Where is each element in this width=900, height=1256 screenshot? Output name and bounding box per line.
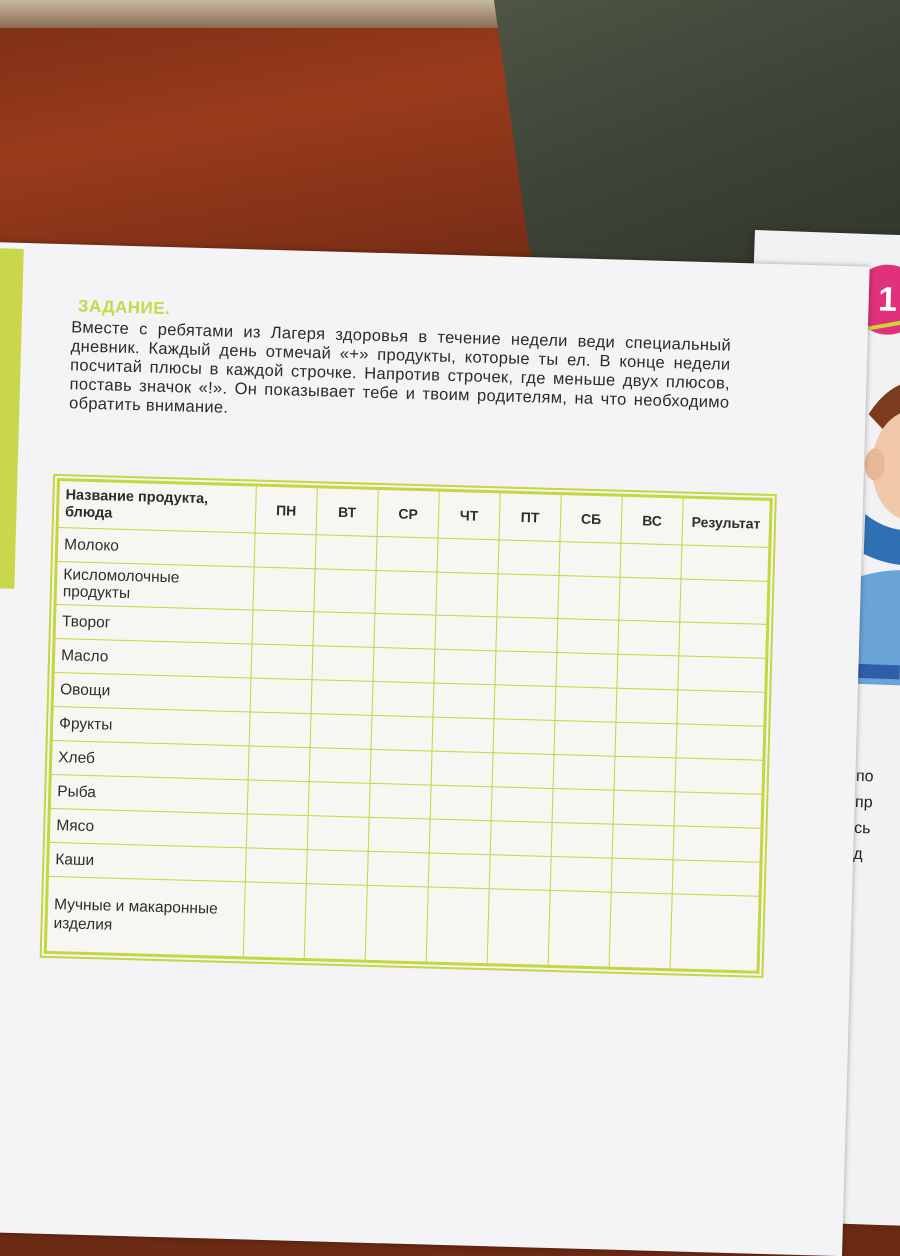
mark-cell[interactable] (306, 850, 368, 886)
mark-cell[interactable] (616, 688, 678, 724)
mark-cell[interactable] (313, 612, 375, 648)
mark-cell[interactable] (434, 649, 496, 685)
mark-cell[interactable] (551, 822, 613, 858)
mark-cell[interactable] (487, 889, 550, 967)
header-product: Название продукта, блюда (57, 480, 256, 534)
mark-cell[interactable] (243, 882, 306, 960)
mark-cell[interactable] (253, 567, 315, 612)
mark-cell[interactable] (250, 678, 312, 714)
row-label: Каши (47, 842, 246, 882)
mark-cell[interactable] (437, 538, 499, 574)
mark-cell[interactable] (554, 720, 616, 756)
mark-cell[interactable] (433, 683, 495, 719)
result-cell[interactable] (677, 690, 766, 726)
result-cell[interactable] (676, 724, 765, 760)
food-diary-table (44, 478, 773, 974)
mark-cell[interactable] (373, 647, 435, 683)
result-cell[interactable] (678, 656, 767, 692)
mark-cell[interactable] (374, 613, 436, 649)
mark-cell[interactable] (371, 715, 433, 751)
mark-cell[interactable] (553, 754, 615, 790)
mark-cell[interactable] (496, 617, 558, 653)
header-mon: ПН (255, 485, 317, 535)
header-result: Результат (682, 497, 771, 547)
mark-cell[interactable] (246, 814, 308, 850)
mark-cell[interactable] (372, 681, 434, 717)
result-cell[interactable] (674, 792, 763, 828)
mark-cell[interactable] (614, 756, 676, 792)
result-cell[interactable] (673, 826, 762, 862)
result-cell[interactable] (672, 860, 761, 896)
mark-cell[interactable] (370, 749, 432, 785)
result-cell[interactable] (681, 545, 770, 581)
mark-cell[interactable] (426, 887, 489, 965)
mark-cell[interactable] (376, 536, 438, 572)
side-fragment: по (855, 767, 874, 786)
row-label: Творог (54, 604, 253, 644)
mark-cell[interactable] (492, 753, 554, 789)
mark-cell[interactable] (311, 680, 373, 716)
mark-cell[interactable] (613, 790, 675, 826)
side-fragment: пр (854, 793, 873, 812)
side-fragment: д (852, 845, 863, 864)
row-label: Кисломолочные продукты (55, 561, 254, 610)
mark-cell[interactable] (559, 542, 621, 578)
mark-cell[interactable] (490, 821, 552, 857)
mark-cell[interactable] (251, 644, 313, 680)
mark-cell[interactable] (254, 533, 316, 569)
row-label: Молоко (56, 528, 255, 568)
row-label: Масло (53, 638, 252, 678)
task-text: Вместе с ребятами из Лагеря здоровья в течение недели веди специальный дневник. Каждый день отмечай «+» продукты, которые ты ел. В конце недели посчитай плюсы в каждой строчке. Напротив строчек, где меньше двух плюсов, поставь значок «!». Он показывает тебе и твоим родителям, на что необходимо обратить внимание. (68, 318, 732, 417)
mark-cell[interactable] (494, 685, 556, 721)
mark-cell[interactable] (367, 851, 429, 887)
mark-cell[interactable] (431, 751, 493, 787)
row-label: Фрукты (51, 706, 250, 746)
mark-cell[interactable] (252, 610, 314, 646)
mark-cell[interactable] (491, 787, 553, 823)
row-label: Рыба (49, 774, 248, 814)
mark-cell[interactable] (307, 816, 369, 852)
mark-cell[interactable] (435, 615, 497, 651)
mark-cell[interactable] (612, 824, 674, 860)
header-sat: СБ (560, 494, 622, 544)
side-fragment: сь (853, 819, 871, 838)
result-cell[interactable] (679, 622, 768, 658)
mark-cell[interactable] (609, 892, 672, 970)
mark-cell[interactable] (550, 856, 612, 892)
mark-cell[interactable] (247, 780, 309, 816)
row-label: Хлеб (50, 740, 249, 780)
mark-cell[interactable] (245, 848, 307, 884)
task-title: ЗАДАНИЕ. (77, 296, 171, 319)
mark-cell[interactable] (432, 717, 494, 753)
mark-cell[interactable] (497, 574, 559, 619)
result-cell[interactable] (670, 894, 760, 972)
mark-cell[interactable] (552, 788, 614, 824)
row-label: Мучные и макаронные изделия (45, 876, 245, 957)
mark-cell[interactable] (611, 858, 673, 894)
mark-cell[interactable] (308, 782, 370, 818)
mark-cell[interactable] (619, 577, 681, 622)
mark-cell[interactable] (493, 719, 555, 755)
mark-cell[interactable] (555, 686, 617, 722)
row-label: Овощи (52, 672, 251, 712)
mark-cell[interactable] (304, 884, 367, 962)
header-thu: ЧТ (438, 490, 500, 540)
mark-cell[interactable] (436, 572, 498, 617)
mark-cell[interactable] (618, 620, 680, 656)
mark-cell[interactable] (558, 576, 620, 621)
mark-cell[interactable] (309, 748, 371, 784)
mark-cell[interactable] (429, 819, 491, 855)
day-number-badge: 1 (851, 263, 900, 335)
mark-cell[interactable] (314, 569, 376, 614)
mark-cell[interactable] (428, 853, 490, 889)
mark-cell[interactable] (498, 540, 560, 576)
mark-cell[interactable] (615, 722, 677, 758)
mark-cell[interactable] (557, 619, 619, 655)
header-wed: СР (377, 488, 439, 538)
mark-cell[interactable] (548, 890, 611, 968)
mark-cell[interactable] (365, 885, 428, 963)
mark-cell[interactable] (312, 646, 374, 682)
mark-cell[interactable] (495, 651, 557, 687)
mark-cell[interactable] (248, 746, 310, 782)
mark-cell[interactable] (375, 570, 437, 615)
mark-cell[interactable] (249, 712, 311, 748)
header-tue: ВТ (316, 487, 378, 537)
mark-cell[interactable] (489, 855, 551, 891)
result-cell[interactable] (675, 758, 764, 794)
mark-cell[interactable] (620, 543, 682, 579)
mark-cell[interactable] (617, 654, 679, 690)
mark-cell[interactable] (368, 817, 430, 853)
mark-cell[interactable] (315, 535, 377, 571)
mark-cell[interactable] (369, 783, 431, 819)
result-cell[interactable] (680, 579, 769, 624)
mark-cell[interactable] (310, 714, 372, 750)
row-label: Мясо (48, 808, 247, 848)
header-sun: ВС (621, 495, 683, 545)
mark-cell[interactable] (430, 785, 492, 821)
header-fri: ПТ (499, 492, 561, 542)
mark-cell[interactable] (556, 653, 618, 689)
